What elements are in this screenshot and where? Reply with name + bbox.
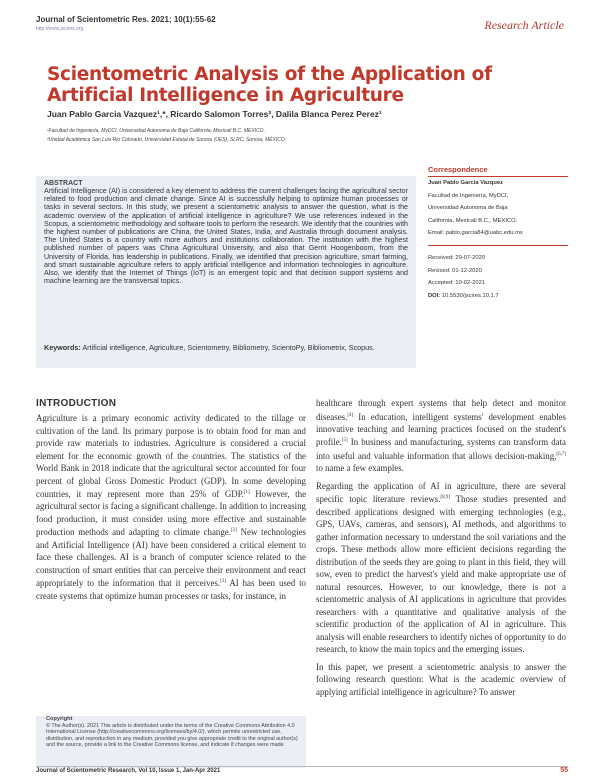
citation[interactable]: [2] <box>230 528 237 534</box>
affiliation-1: ¹Facultad de Ingeniería, MyDCI, Universidad Autonoma de Baja California, Mexicali B.C. MEXICO. <box>47 128 265 134</box>
copyright-heading: Copyright <box>46 716 73 722</box>
column-left <box>36 412 306 607</box>
keywords-list: Artificial intelligence, Agriculture, Scientometry, Bibliometry, ScientoPy, Bibliometrix, Scopus. <box>82 343 375 352</box>
dates-divider <box>428 245 568 246</box>
text-run: Agriculture is a primary economic activity dedicated to the tillage or cultivation of the land. Its primary purpose is to obtain food for man and provide raw materials to industries. Agriculture is considered a crucial element for the economic growth of the countries. The statistics of the World Bank in 2018 indicate that the agricultural sector accounted for four percent of global Gross Domestic Product (GDP). In some developing countries, it may represent more than 25% of GDP. <box>36 413 306 499</box>
citation[interactable]: [3] <box>220 579 226 585</box>
correspondence-email[interactable]: Email: pablo.garcia84@uabc.edu.mx <box>428 230 523 236</box>
accepted-date: Accepted: 10-02-2021 <box>428 280 486 286</box>
text-run: New technologies and Artificial Intelligence (AI) have been considered a critical element to face these challenges. AI is a branch of computer science related to the construction of smart entities that can perceive their environment and react appropriately to the information that it perceives. <box>36 527 306 589</box>
text-run: In education, intelligent systems' development enables innovative teaching and learning practices focused on the student's profile. <box>316 411 566 448</box>
text-run: healthcare through expert systems that help detect and monitor diseases. <box>316 398 566 422</box>
keywords <box>44 344 408 352</box>
text-run: AI has been used to create systems that optimize human processes or tasks, for instance, in <box>36 578 306 601</box>
journal-url[interactable]: http://www.jscires.org <box>36 26 84 32</box>
revised-date: Revised: 01-12-2020 <box>428 267 482 274</box>
history-dates <box>428 252 568 302</box>
paragraph: In this paper, we present a scientometric analysis to answer the following research question: What is the academic overview of applying artificial intelligence in agriculture? To answer <box>316 661 566 697</box>
copyright-text: © The Author(s). 2021 This article is distributed under the terms of the Creative Commons Attribution 4.0 International License (http://creativecommons.org/licenses/by/4.0/), which permits unrestricted use, distribution, and reproduction in any medium, provided you give appropriate credit to the original author(s) and the source, provide a link to the Creative Commons license, and indicate if changes were made. <box>46 722 298 748</box>
footer-journal: Journal of Scientometric Research, Vol 10, Issue 1, Jan-Apr 2021 <box>36 768 221 774</box>
page-number: 55 <box>560 767 568 774</box>
keywords-label: Keywords: <box>44 343 81 352</box>
text-run: to name a few examples. <box>316 463 404 474</box>
doi[interactable] <box>428 290 568 303</box>
text-run: In business and manufacturing, systems can transform data into useful and valuable information that allows decision-making, <box>316 437 566 461</box>
article-type-label: Research Article <box>484 18 564 32</box>
column-right <box>316 397 566 703</box>
correspondence-block <box>428 177 568 240</box>
received-date: Received: 29-07-2020 <box>428 255 486 261</box>
text-run: Regarding the application of AI in agriculture, there are several specific topic literature reviews. <box>316 480 566 505</box>
doi-value: 10.5530/jscires.10.1.7 <box>441 292 499 299</box>
citation[interactable]: [1] <box>243 490 250 495</box>
citation[interactable]: [8,9] <box>440 495 451 501</box>
paper-title: Scientometric Analysis of the Application of Artificial Intelligence in Agriculture <box>47 64 492 106</box>
abstract-heading: ABSTRACT <box>44 180 83 187</box>
introduction-heading: INTRODUCTION <box>36 398 117 409</box>
correspondence-line: California, Mexicali B.C., MEXICO. <box>428 217 518 224</box>
copyright-notice <box>46 716 302 749</box>
paragraph <box>316 480 566 656</box>
citation[interactable]: [4] <box>347 412 354 418</box>
author-list: Juan Pablo Garcia Vazquez¹,*, Ricardo Salomon Torres², Dalila Blanca Perez Perez¹ <box>47 109 382 119</box>
paragraph <box>316 397 566 475</box>
footer-divider <box>36 766 568 767</box>
correspondence-line: Facultad de Ingeniería, MyDCI, <box>428 192 509 199</box>
text-run: However, the agricultural sector is facing a significant challenge. In addition to increasing food production, it must consider using more effective and sustainable production methods and adapting to climate change. <box>36 488 307 538</box>
journal-title: Journal of Scientometric Res. 2021; 10(1):55-62 <box>36 15 216 24</box>
correspondence-line: Universidad Autonoma de Baja <box>428 205 508 211</box>
paragraph <box>36 412 306 602</box>
affiliation-2: ²Unidad Académica San Luis Rio Colorado, Universidad Estatal de Sonora (UES), SLRC, Sonora, MÉXICO. <box>47 137 287 143</box>
doi-label: DOI: <box>428 292 441 299</box>
citation[interactable]: [5] <box>341 438 348 444</box>
correspondence-name: Juan Pablo Garcia Vazquez <box>428 180 504 186</box>
abstract-text: Artificial Intelligence (AI) is considered a key element to address the current challenges facing the agricultural sector related to food production and climate change. Since AI is successfully helping to optimize human processes or tasks in several sectors. In this study, we present a scientometric analysis to answer the question, what is the academic overview of the application of artificial intelligence in agriculture? We use references indexed in the Scopus, a scientometric methodology and software tools to perform the research. We identify that the countries with the highest number of publications are China, the United States, India, and Australia through document analysis. The United States is a country with more authors and institutions collaboration. The institution with the highest published number of papers was China Agricultural University, and also that Gerrit Hoogenboom, from the University of Florida, has leadership in publications. Finally, we identified that precision agriculture, smart farming, and smart sustainable agriculture refers to apply artificial intelligence and information technologies in agriculture. Also, we identify that the Internet of Things (IoT) is an emergent topic and that decision support systems and machine learning are the transversal topics. <box>44 187 408 286</box>
citation[interactable]: [6,7] <box>556 451 566 457</box>
text-run: Those studies presented and described applications designed with emerging technologies (e.g., GPS, UAVs, cameras, and sensors), AI methods, and algorithms to gather information necessary to understand the soil variations and the crops. These methods allow more efficient decisions regarding the distribution of the seeds they are going to plant in this field, they will sow, even to predict the harvest's yield and make appropriate use of natural resources. However, to our knowledge, there is not a scientometric analysis of AI applications in agriculture that provides researchers with a quantitative and qualitative analysis of the scientific production of the application of AI in agriculture. This analysis will enable researchers to identify niches of opportunity to do research, to know the main topics and the emerging issues. <box>316 494 566 655</box>
correspondence-heading: Correspondence <box>428 165 488 174</box>
